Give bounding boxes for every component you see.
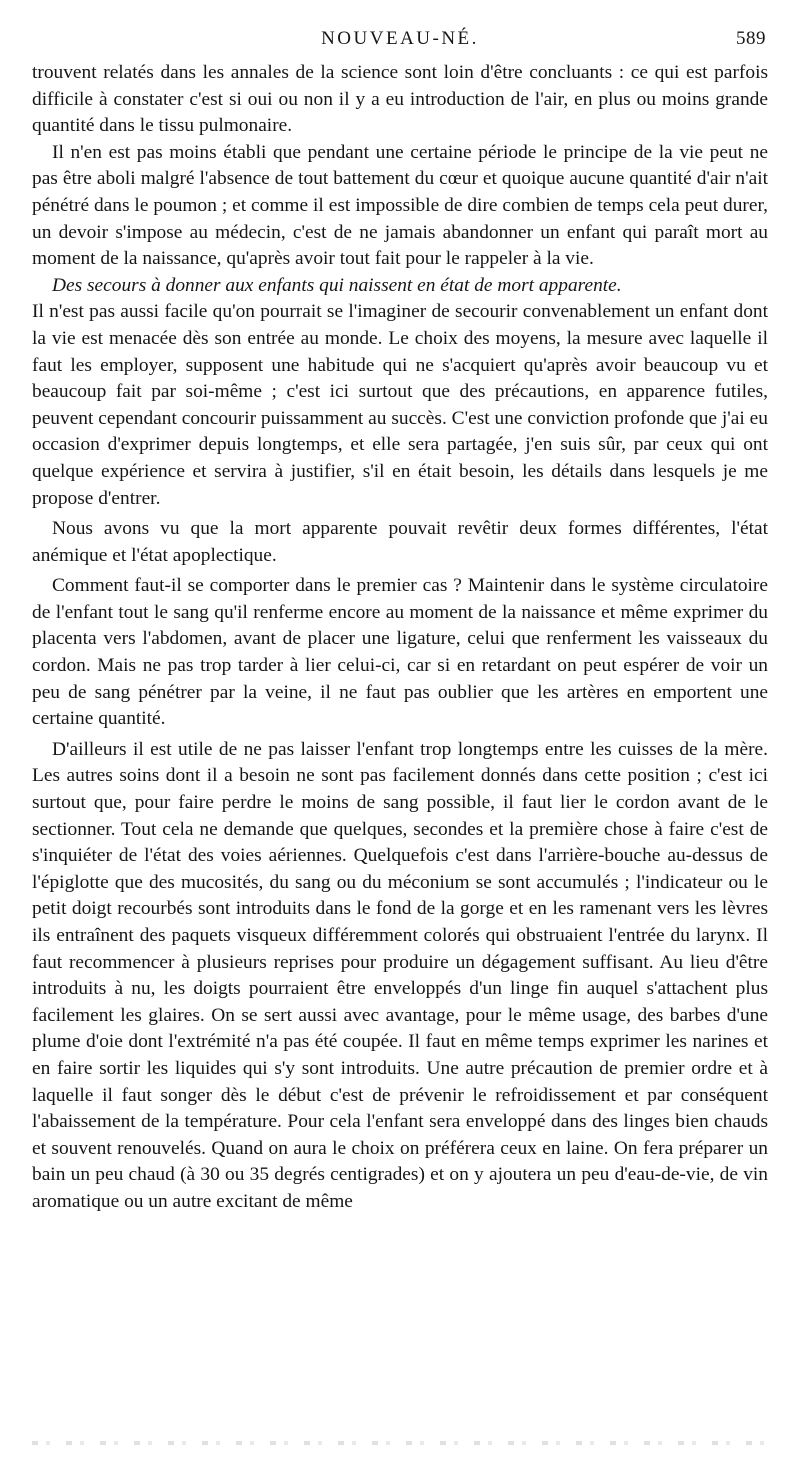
page-number: 589	[736, 28, 766, 49]
scan-artifact-line	[32, 1441, 768, 1445]
page-body	[32, 60, 768, 1216]
paragraph: Il n'en est pas moins établi que pendant une certaine période le principe de la vie peut ne pas être aboli malgré l'absence de tout battement du cœur et quoique aucune quantité d'air n'ait pénétré dans le poumon ; et comme il est impossible de dire combien de temps cela peut durer, un devoir s'impose au médecin, c'est de ne jamais abandonner un enfant qui paraît mort au moment de la naissance, qu'après avoir tout fait pour le rappeler à la vie.	[32, 141, 768, 270]
running-header	[32, 28, 768, 58]
paragraph: Nous avons vu que la mort apparente pouvait revêtir deux formes différentes, l'état anémique et l'état apoplectique.	[32, 518, 768, 566]
paragraph: Comment faut-il se comporter dans le premier cas ? Maintenir dans le système circulatoire de l'enfant tout le sang qu'il renferme encore au moment de la naissance et même exprimer du placenta vers l'abdomen, avant de placer une ligature, celui que renferment les vaisseaux du cordon. Mais ne pas trop tarder à lier celui-ci, car si en retardant on peut espérer de voir un peu de sang pénétrer par la veine, il ne faut pas oublier que les artères en emportent une certaine quantité.	[32, 575, 768, 730]
paragraph: D'ailleurs il est utile de ne pas laisser l'enfant trop longtemps entre les cuisses de la mère. Les autres soins dont il a besoin ne sont pas facilement donnés dans cette position ; c'est ici surtout que, pour faire perdre le moins de sang possible, il faut lier le cordon avant de le sectionner. Tout cela ne demande que quelques, secondes et la première chose à faire c'est de s'inquiéter de l'état des voies aériennes. Quelquefois c'est dans l'arrière-bouche au-dessus de l'épiglotte que des mucosités, du sang ou du méconium se sont accumulés ; l'indicateur ou le petit doigt recourbés sont introduits dans le fond de la gorge et en les ramenant vers les lèvres ils entraînent des paquets visqueux différemment colorés qui obstruaient l'entrée du larynx. Il faut recommencer à plusieurs reprises pour produire un dégagement suffisant. Au lieu d'être introduits à nu, les doigts pourraient être enveloppés d'un linge fin auquel s'attachent plus facilement les glaires. On se sert aussi avec avantage, pour le même usage, des barbes d'une plume d'oie dont l'extrémité n'a pas été coupée. Il faut en même temps exprimer les narines et en faire sortir les liquides qui s'y sont introduits. Une autre précaution de premier ordre et à laquelle il faut songer dès le début c'est de prévenir le refroidissement et par conséquent l'abaissement de la température. Pour cela l'enfant sera enveloppé dans des linges bien chauds et souvent renouvelés. Quand on aura le choix on préférera ceux en laine. On fera préparer un bain un peu chaud (à 30 ou 35 degrés centigrades) et on y ajoutera un peu d'eau-de-vie, de vin aromatique ou un autre excitant de même	[32, 738, 768, 1212]
section-title: Des secours à donner aux enfants qui naissent en état de mort apparente.	[52, 274, 622, 296]
paragraph: Il n'est pas aussi facile qu'on pourrait se l'imaginer de secourir convenablement un enfant dont la vie est menacée dès son entrée au monde. Le choix des moyens, la mesure avec laquelle il faut les employer, supposent une habitude qui ne s'acquiert qu'après avoir beaucoup vu et beaucoup fait par soi-même ; c'est ici surtout que des précautions, en apparence futiles, peuvent cependant concourir puissamment au succès. C'est une conviction profonde que j'ai eu occasion d'exprimer depuis longtemps, et elle sera partagée, j'en suis sûr, par ceux qui ont quelque expérience et servira à justifier, s'il en était besoin, les détails dans lesquels je me propose d'entrer.	[32, 301, 768, 509]
paragraph-continued: trouvent relatés dans les annales de la science sont loin d'être concluants : ce qui est parfois difficile à constater c'est si oui ou non il y a eu introduction de l'air, en plus ou moins grande quantité dans le tissu pulmonaire.	[32, 62, 768, 137]
running-title: NOUVEAU-NÉ.	[321, 28, 479, 49]
